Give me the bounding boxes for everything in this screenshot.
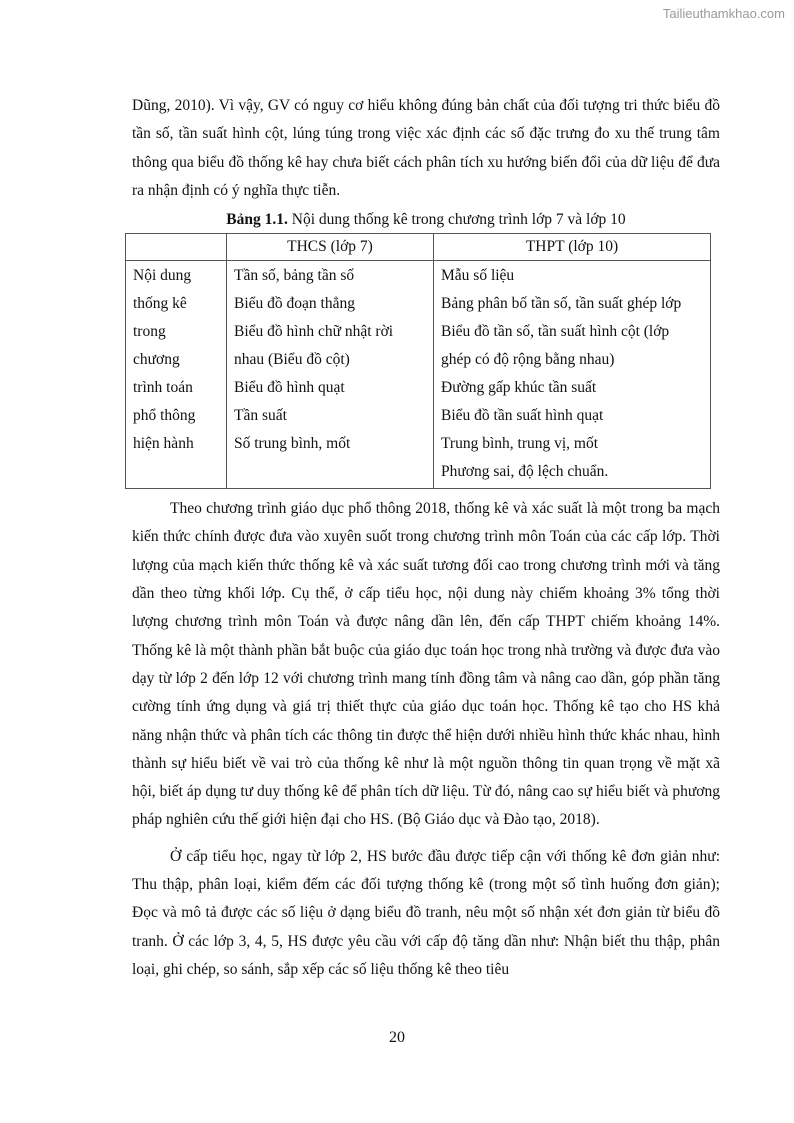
thcs-line: nhau (Biểu đồ cột) xyxy=(234,351,350,369)
paragraph-2: Theo chương trình giáo dục phổ thông 2018, thống kê và xác suất là một trong ba mạch kiến thức chính được đưa vào xuyên suốt trong chương trình môn Toán của các cấp lớp. Thời lượng của mạch kiến thức thống kê và xác suất tương đối cao trong chương trình mới và tăng dần theo từng khối lớp. Cụ thể, ở cấp tiểu học, nội dung này chiếm khoảng 3% tổng thời lượng chương trình môn Toán và được nâng dần lên, đến cấp THPT chiếm khoảng 14%. Thống kê là một thành phần bắt buộc của giáo dục toán học trong nhà trường và được đưa vào dạy từ lớp 2 đến lớp 12 với chương trình mang tính đồng tâm và nâng cao dần, góp phần tăng cường tính ứng dụng và giá trị thiết thực của giáo dục toán học. Thống kê tạo cho HS khả năng nhận thức và phân tích các thông tin được thể hiện dưới nhiều hình thức khác nhau, hình thành sự hiểu biết về vai trò của thống kê như là một nguồn thông tin quan trọng về mặt xã hội, biết áp dụng tư duy thống kê để phân tích dữ liệu. Từ đó, nâng cao sự hiểu biết và phương pháp nghiên cứu thế giới hiện đại cho HS. (Bộ Giáo dục và Đào tạo, 2018). xyxy=(132,500,720,829)
thcs-cell xyxy=(227,261,434,489)
thcs-line: Biểu đồ đoạn thẳng xyxy=(234,295,355,313)
row-label-line: Nội dung xyxy=(133,267,192,285)
page-content xyxy=(132,92,720,984)
thpt-line: Biểu đồ tần suất hình quạt xyxy=(441,407,604,425)
header-blank xyxy=(126,234,227,261)
paragraph-3: Ở cấp tiểu học, ngay từ lớp 2, HS bước đầu được tiếp cận với thống kê đơn giản như: Thu thập, phân loại, kiểm đếm các đối tượng thống kê (trong một số tình huống đơn giản); Đọc và mô tả được các số liệu ở dạng biểu đồ tranh, nêu một số nhận xét đơn giản từ biểu đồ tranh. Ở các lớp 3, 4, 5, HS được yêu cầu với cấp độ tăng dần như: Nhận biết thu thập, phân loại, ghi chép, so sánh, sắp xếp các số liệu thống kê theo tiêu xyxy=(132,847,720,978)
row-label-line: hiện hành xyxy=(133,435,194,453)
row-label-line: trong xyxy=(133,323,166,341)
thpt-line: ghép có độ rộng bằng nhau) xyxy=(441,351,615,369)
row-label-cell xyxy=(126,261,227,489)
statistics-content-table xyxy=(125,233,711,489)
row-label-line: phổ thông xyxy=(133,407,196,425)
thcs-line: Tần số, bảng tần số xyxy=(234,267,355,285)
thcs-line: Biểu đồ hình chữ nhật rời xyxy=(234,323,394,341)
header-thcs: THCS (lớp 7) xyxy=(227,234,434,261)
thcs-line: Biểu đồ hình quạt xyxy=(234,379,345,397)
table-caption-text: Nội dung thống kê trong chương trình lớp 7 và lớp 10 xyxy=(287,211,626,229)
header-thpt: THPT (lớp 10) xyxy=(434,234,711,261)
row-label-line: trình toán xyxy=(133,379,193,397)
table-row xyxy=(126,261,711,489)
watermark: Tailieuthamkhao.com xyxy=(662,6,785,21)
thpt-line: Biểu đồ tần số, tần suất hình cột (lớp xyxy=(441,323,670,341)
paragraph-1: Dũng, 2010). Vì vậy, GV có nguy cơ hiểu không đúng bản chất của đối tượng tri thức biểu đồ tần số, tần suất hình cột, lúng túng trong việc xác định các số đặc trưng đo xu thế trung tâm thông qua biểu đồ thống kê hay chưa biết cách phân tích xu hướng biến đổi của dữ liệu để đưa ra nhận định có ý nghĩa thực tiễn. xyxy=(132,97,720,199)
thcs-line: Số trung bình, mốt xyxy=(234,435,351,453)
thpt-line: Trung bình, trung vị, mốt xyxy=(441,435,599,453)
thpt-cell xyxy=(434,261,711,489)
thpt-line: Đường gấp khúc tần suất xyxy=(441,379,597,397)
table-header-row xyxy=(126,234,711,261)
row-label-line: thống kê xyxy=(133,295,187,313)
page-number: 20 xyxy=(389,1029,405,1046)
thpt-line: Bảng phân bố tần số, tần suất ghép lớp xyxy=(441,295,682,313)
row-label-line: chương xyxy=(133,351,180,369)
thcs-line: Tần suất xyxy=(234,407,287,425)
table-caption-label: Bảng 1.1. xyxy=(226,211,288,229)
table-caption xyxy=(132,209,720,231)
thpt-line: Phương sai, độ lệch chuẩn. xyxy=(441,463,609,481)
thpt-line: Mẫu số liệu xyxy=(441,267,515,285)
